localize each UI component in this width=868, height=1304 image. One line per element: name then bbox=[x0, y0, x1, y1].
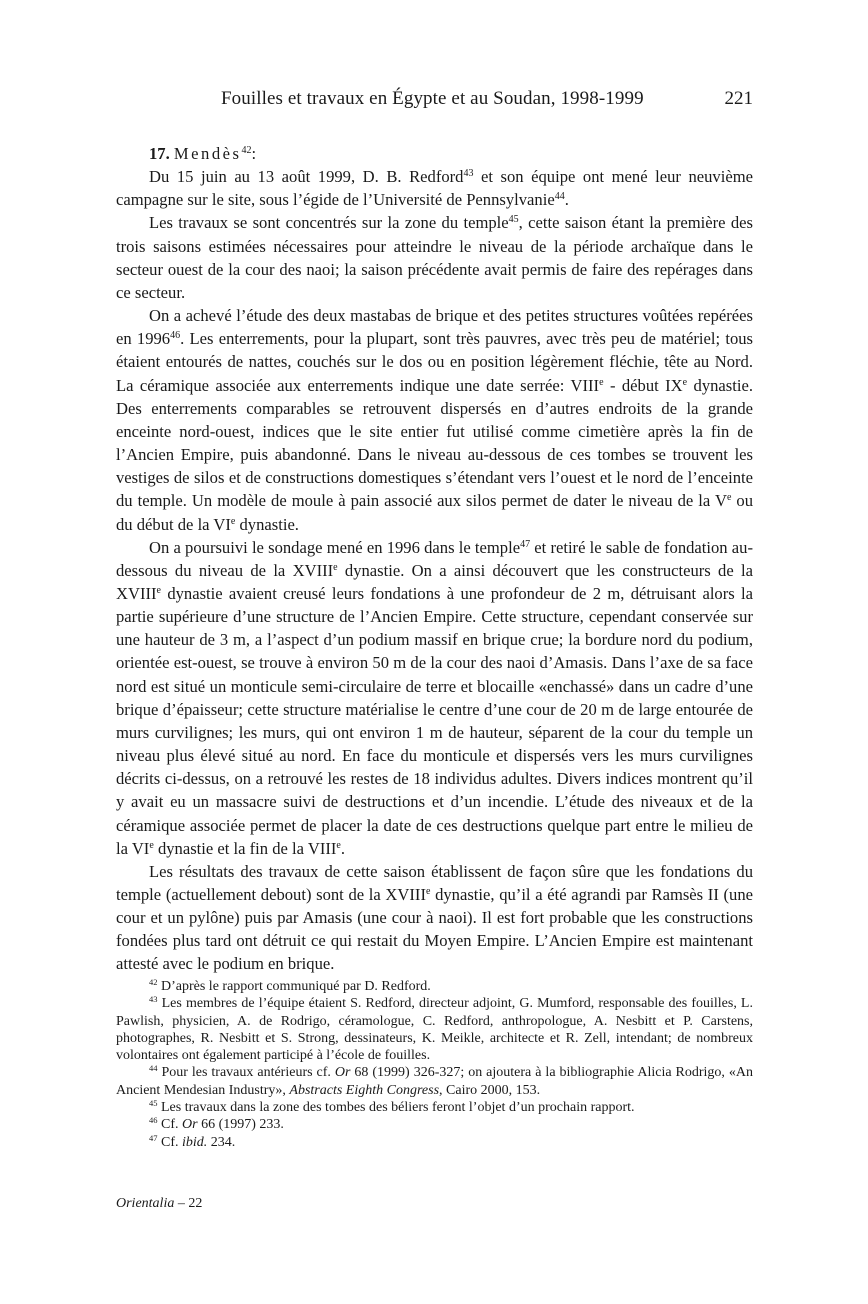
running-title: Fouilles et travaux en Égypte et au Soudan, 1998-1999 bbox=[221, 88, 644, 109]
text-run: dynastie. On a ainsi découvert que les constructeurs de la XVIII bbox=[116, 560, 753, 603]
text-run: Les travaux dans la zone des tombes des béliers feront l’objet d’un prochain rapport. bbox=[157, 1100, 635, 1116]
body-paragraphs bbox=[116, 165, 753, 975]
footnotes bbox=[116, 978, 753, 1151]
footnote bbox=[116, 995, 753, 1064]
footnote-ref: 45 bbox=[508, 214, 519, 226]
italic-text: Or bbox=[182, 1117, 198, 1133]
text-run: Cf. bbox=[157, 1117, 182, 1133]
footnote-ref: 46 bbox=[170, 330, 181, 342]
text-run: ou du début de la VI bbox=[116, 491, 753, 534]
text-run: Les résultats des travaux de cette saison établissent de façon sûre que les fondations du temple (actuellement debout) sont de la XVIII bbox=[116, 861, 753, 904]
footnote-ref: e bbox=[333, 561, 338, 573]
section-heading bbox=[116, 142, 753, 165]
text-run: . bbox=[340, 838, 346, 858]
text-run: D’après le rapport communiqué par D. Redford. bbox=[157, 979, 431, 994]
paragraph bbox=[116, 536, 753, 860]
paragraph bbox=[116, 211, 753, 304]
paragraph bbox=[116, 165, 753, 211]
footnote-ref: e bbox=[149, 839, 154, 851]
text-run: 68 (1999) 326-327; on ajoutera à la bibliographie Alicia Rodrigo, «An Ancient Mendesian Industry», bbox=[116, 1065, 753, 1098]
footnote-ref: 46 bbox=[149, 1115, 158, 1126]
footnote bbox=[116, 1064, 753, 1099]
footnote-ref: e bbox=[156, 584, 161, 596]
italic-text: Or bbox=[334, 1065, 351, 1081]
text-run: dynastie et la fin de la VIII bbox=[153, 838, 337, 858]
footnote-ref: 45 bbox=[149, 1098, 158, 1109]
text-run: Pour les travaux antérieurs cf. bbox=[157, 1065, 335, 1081]
page-number: 221 bbox=[724, 88, 753, 109]
text-run: . Les enterrements, pour la plupart, sont très pauvres, avec très peu de matériel; tous étaient entourés de nattes, couchés sur le dos ou en position légèrement fléchie, tête au Nord. La céramique associée aux enterrements indique une date serrée: VIII bbox=[116, 329, 754, 395]
text-run: On a poursuivi le sondage mené en 1996 dans le temple bbox=[149, 537, 521, 557]
section-colon: : bbox=[251, 144, 257, 163]
text-run: , Cairo 2000, 153. bbox=[439, 1082, 541, 1098]
sheet-number: 22 bbox=[188, 1196, 203, 1211]
text-run: , cette saison étant la première des trois saisons estimées nécessaires pour atteindre le niveau de la période archaïque dans le secteur ouest de la cour des naoi; la saison précédente avait permis de faire des repérages dans ce secteur. bbox=[116, 213, 753, 302]
text-run: Du 15 juin au 13 août 1999, D. B. Redford bbox=[149, 167, 464, 187]
journal-name: Orientalia bbox=[116, 1196, 175, 1211]
main-text bbox=[116, 142, 753, 976]
section-title: Mendès bbox=[173, 144, 242, 163]
footnote bbox=[116, 978, 753, 995]
text-run: . bbox=[564, 190, 569, 210]
text-run: dynastie avaient creusé leurs fondations à une profondeur de 2 m, détruisant alors la partie supérieure d’une structure de l’Ancien Empire. Cette structure, cependant conservée sur une hauteur de 3 m, a l’aspect d’un podium massif en brique crue; la bordure nord du podium, orientée est-ouest, se trouve à environ 50 m de la cour des naoi d’Amasis. Dans l’axe de sa face nord est situé un monticule semi-circulaire de terre et blocaille «enchassé» dans un cadre d’une brique d’épaisseur; cette structure matérialise le centre d’une cour de 20 m de large entourée de murs curvilignes; les murs, qui ont environ 1 m de hauteur, séparent de la cour du temple un niveau plus élevé situé au nord. En face du monticule et dispersés vers les murs curvilignes décrits ci-dessus, on a retrouvé les restes de 18 individus adultes. Divers indices montrent qu’il y avait eu un massacre suivi de destructions et d’un incendie. L’étude des niveaux et de la céramique associée permet de placer la date de ces destructions quelque part entre le milieu de la VI bbox=[116, 583, 753, 858]
footnote-ref: 47 bbox=[149, 1132, 158, 1143]
text-run: dynastie. Des enterrements comparables se retrouvent dispersés en d’autres endroits de la grande enceinte nord-ouest, indices que le site entier fut utilisé comme cimetière après la fin de l’Ancien Empire, puis abandonné. Dans le niveau au-dessous de ces tombes se trouvent les vestiges de silos et de constructions domestiques s’étendant vers l’ouest et le nord de l’enceinte du temple. Un modèle de moule à pain associé aux silos permet de dater le niveau de la V bbox=[116, 375, 753, 511]
text-run: Cf. bbox=[157, 1134, 182, 1150]
text-run: On a achevé l’étude des deux mastabas de brique et des petites structures voûtées repérées en 1996 bbox=[116, 306, 753, 349]
italic-text: Abstracts Eighth Congress bbox=[289, 1082, 440, 1098]
page-footer bbox=[116, 1196, 202, 1212]
text-run: Les travaux se sont concentrés sur la zone du temple bbox=[149, 213, 509, 233]
footnote-ref: 44 bbox=[149, 1063, 158, 1074]
footnote-ref: 42 bbox=[149, 977, 158, 987]
footnote bbox=[116, 1134, 753, 1151]
footnote-ref: e bbox=[599, 376, 604, 388]
footnote-ref: e bbox=[425, 886, 431, 897]
footnote bbox=[116, 1116, 753, 1133]
text-run: et son équipe ont mené leur neuvième campagne sur le site, sous l’égide de l’Université de Pennsylvanie bbox=[116, 167, 753, 210]
footnote-ref: 42 bbox=[241, 145, 252, 156]
text-run: dynastie, qu’il a été agrandi par Ramsès II (une cour et un pylône) puis par Amasis (une cour à naoi). Il est fort probable que les constructions fondées plus tard ont détruit ce qui restait du Moyen Empire. L’Ancien Empire est maintenant attesté avec le podium en brique. bbox=[116, 885, 753, 974]
footnote-ref: 47 bbox=[520, 538, 531, 550]
footnote-ref: 43 bbox=[463, 168, 474, 180]
footnote bbox=[116, 1099, 753, 1116]
footer-separator: – bbox=[174, 1196, 189, 1211]
running-header bbox=[149, 86, 753, 114]
footnote-ref: e bbox=[726, 492, 732, 504]
text-run: dynastie. bbox=[235, 514, 299, 534]
text-run: Les membres de l’équipe étaient S. Redford, directeur adjoint, G. Mumford, responsable des fouilles, L. Pawlish, physicien, A. de Rodrigo, céramologue, C. Redford, anthropologue, A. Nesbitt et P. Carstens, photographes, R. Nesbitt et S. Strong, dessinateurs, K. Meikle, architecte et R. Zell, intendant; de nombreux volontaires ont également participé à l’école de fouilles. bbox=[116, 996, 753, 1064]
text-run: 234. bbox=[207, 1134, 236, 1150]
footnote-ref: e bbox=[230, 515, 236, 527]
section-number: 17. bbox=[149, 144, 170, 163]
text-run: et retiré le sable de fondation au-dessous du niveau de la XVIII bbox=[116, 537, 753, 580]
footnote-ref: 44 bbox=[554, 191, 565, 203]
footnote-ref: 43 bbox=[149, 994, 158, 1005]
text-run: - début IX bbox=[603, 375, 683, 395]
footnote-ref: e bbox=[682, 376, 688, 388]
paragraph bbox=[116, 304, 753, 536]
text-run: 66 (1997) 233. bbox=[197, 1117, 284, 1133]
paragraph bbox=[116, 860, 753, 976]
italic-text: ibid. bbox=[182, 1134, 208, 1150]
footnote-ref: e bbox=[336, 839, 341, 851]
